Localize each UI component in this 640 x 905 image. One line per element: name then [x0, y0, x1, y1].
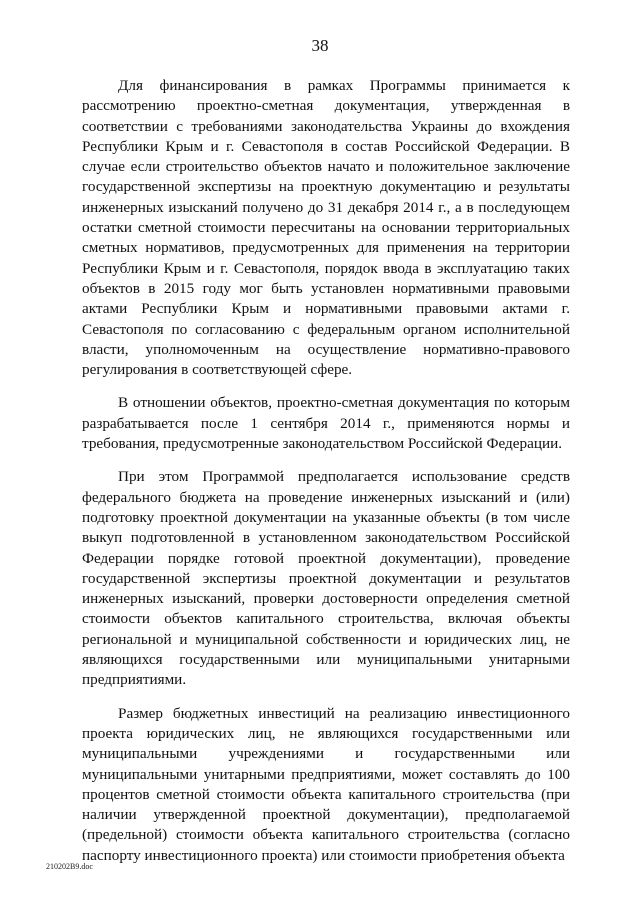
paragraph-federal-budget-usage: При этом Программой предполагается использование средств федерального бюджета на проведение инженерных изысканий и (или) подготовку проектной документации на указанные объекты (в том числе выкуп подготовленной в установленном законодательством Российской Федерации порядке готовой проектной документации), проведение государственной экспертизы проектной документации и результатов инженерных изысканий, проверки достоверности определения сметной стоимости объектов капитального строительства, включая объекты региональной и муниципальной собственности и юридических лиц, не являющихся государственными или муниципальными унитарными предприятиями.: [82, 468, 570, 689]
paragraph-budget-investments-size: Размер бюджетных инвестиций на реализацию инвестиционного проекта юридических лиц, не являющихся государственными или муниципальными учреждениями и государственными или муниципальными унитарными предприятиями, может составлять до 100 процентов сметной стоимости объекта капитального строительства (при наличии утвержденной проектной документации), предполагаемой (предельной) стоимости объекта капитального строительства (согласно паспорту инвестиционного проекта) или стоимости приобретения объекта: [82, 704, 570, 864]
document-body: [82, 76, 570, 879]
footer-file-code: 210202В9.doc: [46, 862, 93, 871]
paragraph-financing-documentation: Для финансирования в рамках Программы принимается к рассмотрению проектно-сметная документация, утвержденная в соответствии с требованиями законодательства Украины до вхождения Республики Крым и г. Севастополя в состав Российской Федерации. В случае если строительство объектов начато и положительное заключение государственной экспертизы на проектную документацию и результаты инженерных изысканий получено до 31 декабря 2014 г., а в последующем остатки сметной стоимости пересчитаны на основании территориальных сметных нормативов, предусмотренных для применения на территории Республики Крым и г. Севастополя, порядок ввода в эксплуатацию таких объектов в 2015 году мог быть установлен нормативными правовыми актами Республики Крым и нормативными правовыми актами г. Севастополя по согласованию с федеральным органом исполнительной власти, уполномоченным на осуществление нормативно-правового регулирования в соответствующей сфере.: [82, 77, 570, 379]
paragraph-objects-after-sept-2014: В отношении объектов, проектно-сметная документация по которым разрабатывается после 1 сентября 2014 г., применяются нормы и требования, предусмотренные законодательством Российской Федерации.: [82, 394, 570, 453]
page-number: 38: [311, 36, 329, 55]
